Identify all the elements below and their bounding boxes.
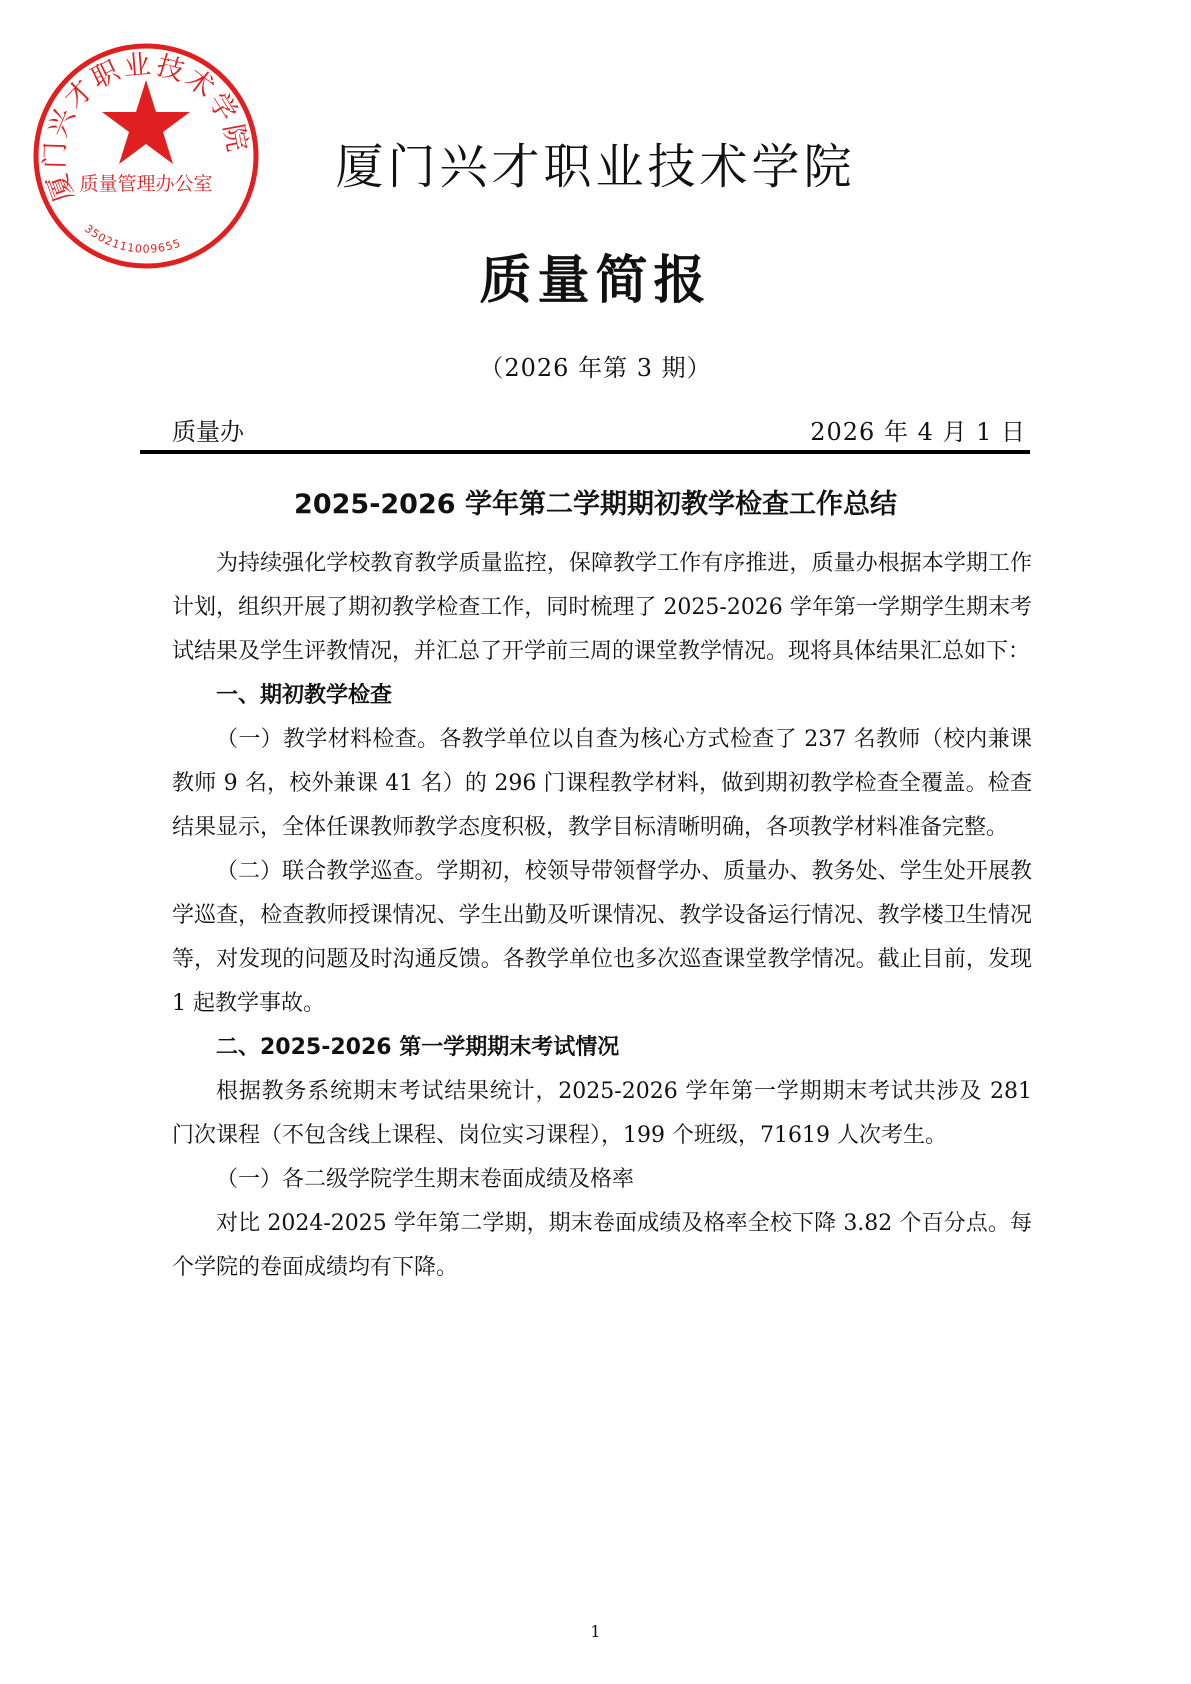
- star-icon: [102, 80, 190, 164]
- page-number: 1: [590, 1622, 601, 1641]
- paragraph: 对比 2024-2025 学年第二学期，期末卷面成绩及格率全校下降 3.82 个百分点。每个学院的卷面成绩均有下降。: [172, 1211, 1032, 1280]
- section-heading: 二、2025-2026 第一学期期末考试情况: [216, 1035, 620, 1060]
- paragraph: 根据教务系统期末考试结果统计，2025-2026 学年第一学期期末考试共涉及 281 门次课程（不包含线上课程、岗位实习课程），199 个班级，71619 人次考生。: [172, 1079, 1032, 1148]
- issuing-office: 质量办: [172, 418, 244, 446]
- article-body: [172, 542, 1032, 1290]
- issue-date: 2026 年 4 月 1 日: [810, 418, 1026, 446]
- bulletin-title: 质量简报: [479, 250, 712, 311]
- paragraph: （一）教学材料检查。各教学单位以自查为核心方式检查了 237 名教师（校内兼课教师 9 名，校外兼课 41 名）的 296 门课程教学材料，做到期初教学检查全覆盖。检查结果显示，全体任课教师教学态度积极，教学目标清晰明确，各项教学材料准备完整。: [172, 727, 1032, 840]
- intro-paragraph: 为持续强化学校教育教学质量监控，保障教学工作有序推进，质量办根据本学期工作计划，组织开展了期初教学检查工作，同时梳理了 2025-2026 学年第一学期学生期末考试结果及学生评教情况，并汇总了开学前三周的课堂教学情况。现将具体结果汇总如下：: [172, 551, 1032, 664]
- header-divider: [140, 450, 1030, 454]
- section-heading: 一、期初教学检查: [216, 683, 393, 708]
- school-name: 厦门兴才职业技术学院: [335, 139, 856, 195]
- official-seal: [30, 40, 262, 272]
- seal-code: 3502111009655: [82, 222, 183, 256]
- seal-ring-text: 厦门兴才职业技术学院: [39, 49, 253, 206]
- paragraph: （二）联合教学巡查。学期初，校领导带领督学办、质量办、教务处、学生处开展教学巡查，检查教师授课情况、学生出勤及听课情况、教学设备运行情况、教学楼卫生情况等，对发现的问题及时沟通反馈。各教学单位也多次巡查课堂教学情况。截止目前，发现 1 起教学事故。: [172, 859, 1032, 1016]
- seal-center-text: 质量管理办公室: [79, 173, 213, 195]
- issue-number: （2026 年第 3 期）: [479, 354, 712, 382]
- subsection-heading: （一）各二级学院学生期末卷面成绩及格率: [216, 1167, 635, 1192]
- article-title: 2025-2026 学年第二学期期初教学检查工作总结: [294, 489, 897, 520]
